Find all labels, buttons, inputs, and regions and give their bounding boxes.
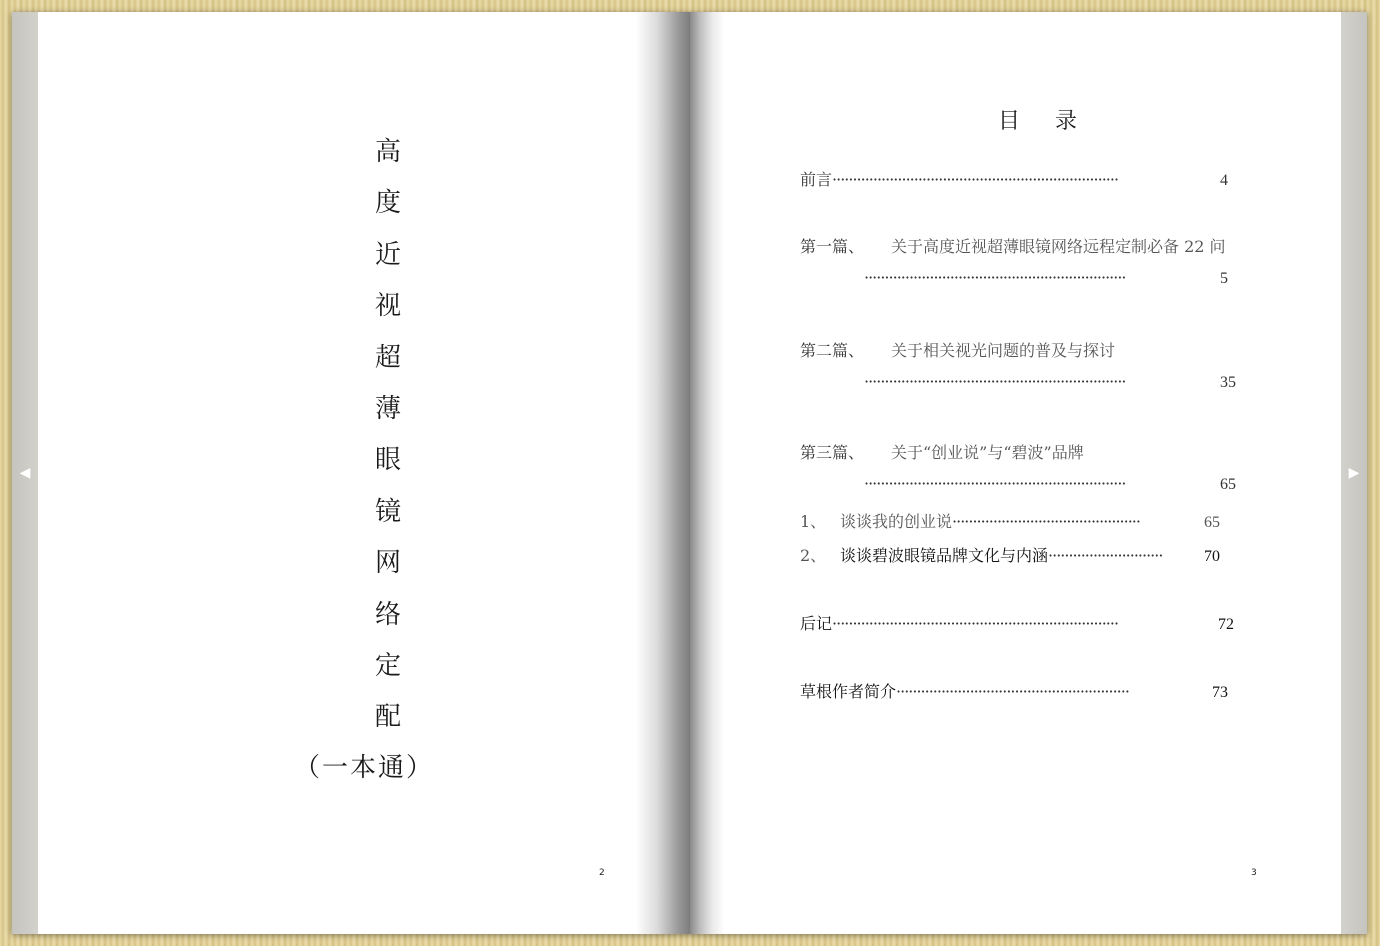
toc-entry-sub2[interactable] — [800, 543, 1220, 566]
title-char: 薄 — [374, 393, 401, 424]
toc-page: 72 — [1218, 616, 1235, 633]
toc-entry-afterword[interactable] — [800, 611, 1234, 634]
toc-leader: ································································ — [864, 372, 1126, 391]
toc-title: 谈谈碧波眼镜品牌文化与内涵 — [840, 546, 1049, 565]
toc-entry-author[interactable] — [800, 679, 1228, 702]
right-page — [690, 12, 1341, 934]
toc-label: 前言 — [800, 170, 833, 189]
toc-title: 谈谈我的创业说 — [840, 512, 953, 531]
toc-label: 草根作者简介 — [800, 682, 897, 701]
toc-title: 关于“创业说”与“碧波”品牌 — [891, 443, 1084, 462]
toc-leader: ································································ — [864, 474, 1126, 493]
title-char: 定 — [374, 650, 401, 681]
toc-entry-sub1[interactable] — [800, 509, 1220, 532]
title-char: 度 — [374, 188, 401, 219]
toc-label: 后记 — [800, 614, 833, 633]
toc-heading: 目 录 — [998, 109, 1091, 134]
arrow-left-icon: ◀ — [19, 465, 31, 481]
toc-leader: ·············································· — [952, 512, 1140, 531]
toc-leader: ······································································ — [832, 170, 1119, 189]
title-char: 超 — [374, 342, 401, 373]
book-title-vertical — [362, 134, 414, 751]
toc-entry-preface[interactable] — [800, 167, 1228, 190]
toc-label: 第三篇、 — [800, 443, 865, 462]
toc-leader: ································································ — [864, 268, 1126, 287]
next-page-button[interactable] — [1341, 12, 1367, 934]
toc-page: 65 — [1220, 476, 1236, 493]
title-char: 高 — [374, 137, 401, 167]
prev-page-button[interactable] — [12, 12, 38, 934]
toc-sub-number: 2、 — [800, 546, 827, 565]
toc-leader-row-part3 — [864, 474, 1236, 494]
toc-leader: ······································································ — [832, 614, 1119, 633]
page-number-left: 2 — [599, 868, 605, 878]
toc-entry-part1[interactable] — [800, 234, 1226, 257]
toc-entry-part3[interactable] — [800, 440, 1084, 463]
toc-title: 关于相关视光问题的普及与探讨 — [891, 341, 1116, 360]
page-number-right: 3 — [1251, 868, 1257, 878]
open-book — [12, 12, 1367, 934]
toc-title: 关于高度近视超薄眼镜网络远程定制必备 22 问 — [891, 237, 1226, 256]
toc-page: 35 — [1220, 374, 1236, 391]
title-char: 视 — [374, 291, 401, 322]
toc-page: 65 — [1204, 514, 1221, 531]
title-char: 镜 — [374, 496, 401, 527]
toc-page: 70 — [1204, 548, 1221, 565]
toc-page: 5 — [1220, 270, 1228, 287]
toc-page: 4 — [1220, 172, 1229, 189]
title-char: 眼 — [374, 445, 401, 476]
title-char: 络 — [374, 599, 401, 630]
title-char: 配 — [374, 702, 401, 733]
toc-sub-number: 1、 — [800, 512, 827, 531]
toc-label: 第二篇、 — [800, 341, 865, 360]
toc-leader: ···························· — [1048, 546, 1163, 565]
book-subtitle: （一本通） — [293, 753, 434, 783]
toc-page: 73 — [1212, 684, 1229, 701]
toc-leader-row-part2 — [864, 372, 1236, 392]
left-page — [38, 12, 690, 934]
title-char: 网 — [374, 548, 401, 579]
toc-leader: ························································· — [896, 682, 1129, 701]
title-char: 近 — [374, 239, 401, 270]
toc-entry-part2[interactable] — [800, 338, 1115, 361]
toc-leader-row-part1 — [864, 268, 1228, 288]
arrow-right-icon: ▶ — [1348, 465, 1360, 481]
toc-label: 第一篇、 — [800, 237, 865, 256]
